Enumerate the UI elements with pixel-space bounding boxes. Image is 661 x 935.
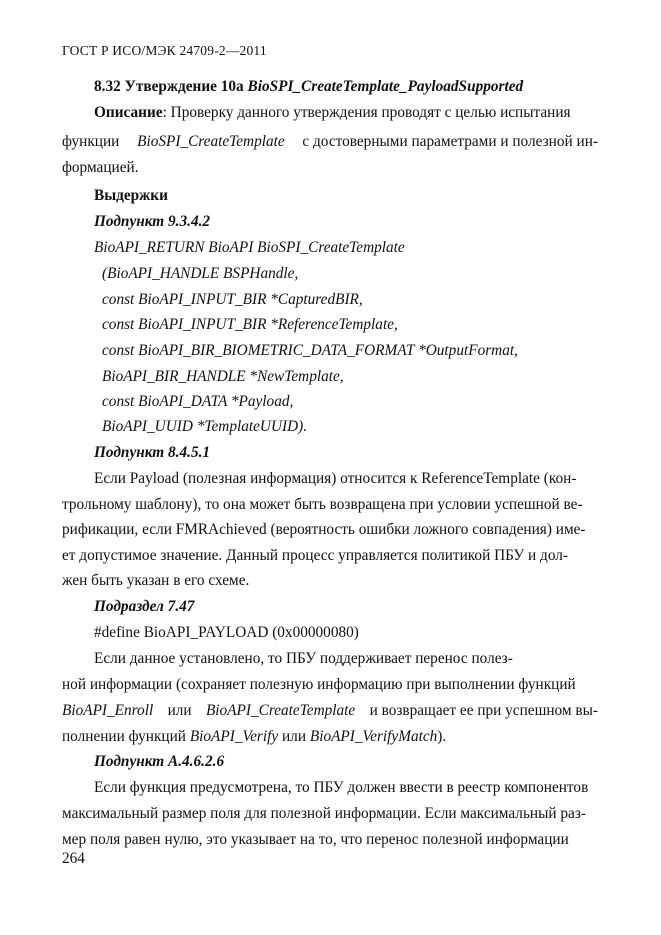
define-line: #define BioAPI_PAYLOAD (0x00000080) [94, 624, 359, 641]
function-ref: BioAPI_VerifyMatch [309, 728, 438, 745]
paragraph-line: жен быть указан в его схеме. [62, 572, 250, 589]
paragraph-line: Если данное установлено, то ПБУ поддерживает перенос полез- [94, 650, 513, 667]
subclause-A-4-6-2-6-heading: Подпункт А.4.6.2.6 [94, 753, 225, 770]
description-line-2 [62, 133, 598, 151]
paragraph-text: и возвращает ее при успешном вы- [369, 702, 598, 719]
paragraph-text: Если Payload (полезная информация) относится к ReferenceTemplate (кон- [94, 470, 577, 487]
paragraph-line [62, 728, 446, 746]
paragraph-line [94, 470, 598, 488]
page-header-standard: ГОСТ Р ИСО/МЭК 24709-2—2011 [62, 43, 267, 58]
code-line: BioAPI_UUID *TemplateUUID). [102, 418, 308, 435]
paragraph-text: или [282, 728, 307, 745]
code-line: BioAPI_BIR_HANDLE *NewTemplate, [102, 368, 344, 385]
paragraph-line: Если функция предусмотрена, то ПБУ должен ввести в реестр компонентов [94, 779, 589, 796]
code-line: const BioAPI_INPUT_BIR *CapturedBIR, [102, 291, 363, 308]
description-line-3: формацией. [62, 159, 139, 176]
code-line: (BioAPI_HANDLE BSPHandle, [102, 265, 299, 282]
function-ref: BioAPI_Enroll [62, 702, 154, 719]
paragraph-text: полнении функций [62, 728, 186, 745]
paragraph-text: или [167, 702, 192, 719]
paragraph-line: трольному шаблону), то она может быть возвращена при условии успешной ве- [62, 496, 583, 513]
paragraph-line: максимальный размер поля для полезной информации. Если максимальный раз- [62, 805, 586, 822]
paragraph-line: мер поля равен нулю, это указывает на то, что перенос полезной информации [62, 831, 569, 848]
code-line: BioAPI_RETURN BioAPI BioSPI_CreateTemplate [94, 239, 405, 256]
description-label: Описание [94, 104, 163, 121]
description-text-1: : Проверку данного утверждения проводят с целью испытания [162, 104, 571, 121]
function-ref: BioAPI_Verify [189, 728, 279, 745]
paragraph-line [62, 702, 598, 720]
code-line: const BioAPI_INPUT_BIR *ReferenceTemplate, [102, 316, 398, 333]
paragraph-line: ной информации (сохраняет полезную информацию при выполнении функций [62, 676, 576, 693]
section-number-title: 8.32 Утверждение 10а [94, 78, 244, 95]
description-text-2b: с достоверными параметрами и полезной ин- [302, 133, 598, 150]
excerpts-label: Выдержки [94, 187, 168, 204]
function-ref: BioAPI_CreateTemplate [205, 702, 356, 719]
description-text-2a: функции [62, 133, 120, 150]
subclause-9-3-4-2-heading: Подпункт 9.3.4.2 [94, 213, 211, 230]
code-line: const BioAPI_BIR_BIOMETRIC_DATA_FORMAT *OutputFormat, [102, 342, 518, 359]
paragraph-text: ). [437, 728, 447, 745]
section-function-name: BioSPI_CreateTemplate_PayloadSupported [247, 78, 524, 95]
subclause-8-4-5-1-heading: Подпункт 8.4.5.1 [94, 444, 211, 461]
code-line: const BioAPI_DATA *Payload, [102, 393, 294, 410]
paragraph-line: рификации, если FMRAchieved (вероятность ошибки ложного совпадения) име- [62, 521, 586, 538]
section-heading [94, 78, 523, 96]
description-function: BioSPI_CreateTemplate [137, 133, 285, 150]
page-number: 264 [62, 850, 85, 867]
description-line-1 [94, 104, 598, 122]
paragraph-line: ет допустимое значение. Данный процесс управляется политикой ПБУ и дол- [62, 547, 569, 564]
subsection-7-47-heading: Подраздел 7.47 [94, 598, 195, 615]
